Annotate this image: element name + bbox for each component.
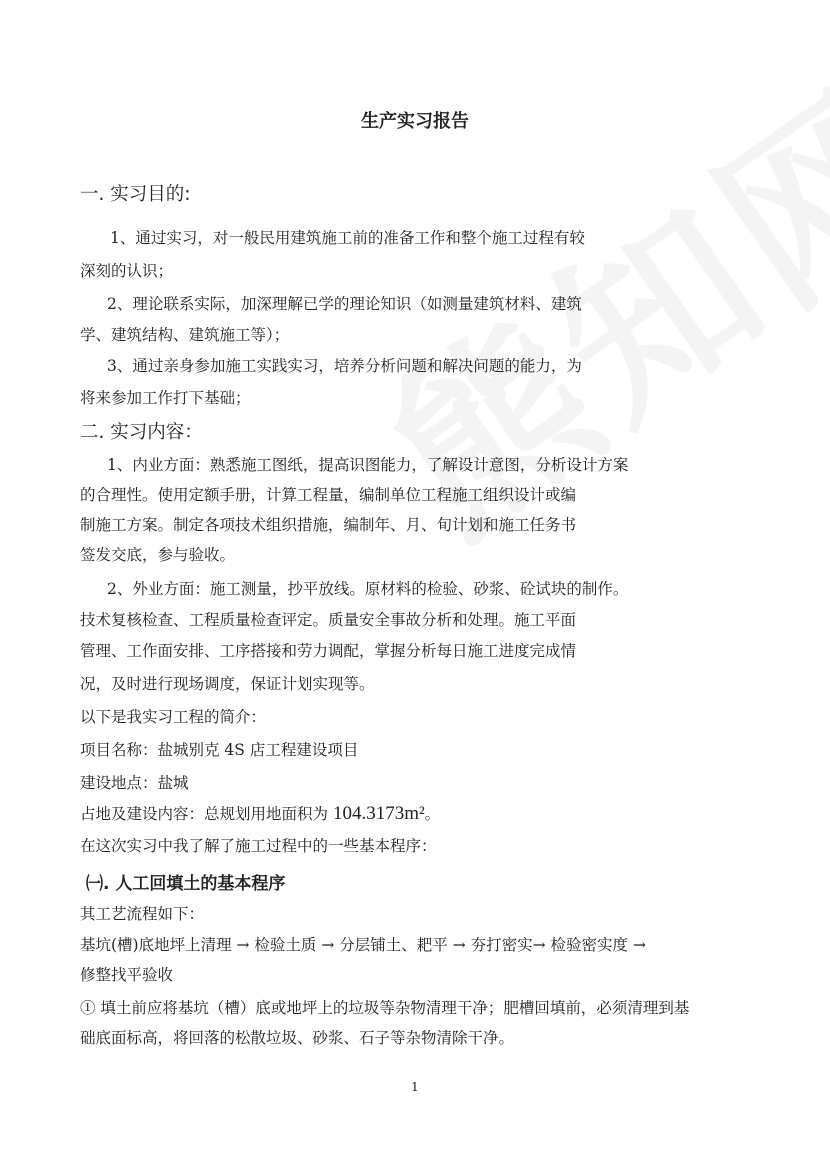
paragraph-line: 管理、工作面安排、工序搭接和劳力调配，掌握分析每日施工进度完成情 [80,642,577,660]
paragraph-line: 2、理论联系实际，加深理解已学的理论知识（如测量建筑材料、建筑 [107,295,582,313]
subsection-heading-backfill: ㈠. 人工回填土的基本程序 [86,874,286,894]
area-label: 占地及建设内容：总规划用地面积为 [80,805,333,823]
paragraph-line: 3、通过亲身参加施工实践实习，培养分析问题和解决问题的能力，为 [107,357,582,375]
paragraph-line: 签发交底，参与验收。 [80,546,236,564]
paragraph-line: 在这次实习中我了解了施工过程中的一些基本程序： [80,837,437,855]
page-title: 生产实习报告 [361,111,469,132]
step-description: ① 填土前应将基坑（槽）底或地坪上的垃圾等杂物清理干净；肥槽回填前，必须清理到基 [80,999,690,1017]
paragraph-line: 的合理性。使用定额手册，计算工程量，编制单位工程施工组织设计或编 [80,486,577,504]
section-heading-purpose: 一. 实习目的: [80,184,191,205]
paragraph-line: 况，及时进行现场调度，保证计划实现等。 [80,675,375,693]
area-end: 。 [424,805,441,823]
paragraph-line: 2、外业方面：施工测量，抄平放线。原材料的检验、砂浆、砼试块的制作。 [107,580,629,598]
project-area [80,804,440,824]
paragraph-line: 技术复核检查、工程质量检查评定。质量安全事故分析和处理。施工平面 [80,611,577,629]
paragraph-line: 1、内业方面：熟悉施工图纸，提高识图能力，了解设计意图，分析设计方案 [107,456,629,474]
project-name: 项目名称：盐城别克 4S 店工程建设项目 [80,741,359,759]
process-flow: 基坑(槽)底地坪上清理 → 检验土质 → 分层铺土、耙平 → 夯打密实→ 检验密实度 → [80,936,646,954]
paragraph-line: 制施工方案。制定各项技术组织措施，编制年、月、旬计划和施工任务书 [80,516,577,534]
project-location: 建设地点：盐城 [80,774,189,792]
page-number: 1 [411,1080,419,1094]
section-heading-content: 二. 实习内容： [80,422,203,443]
paragraph-line: 其工艺流程如下： [80,905,205,923]
paragraph-line: 学、建筑结构、建筑施工等）； [80,326,290,344]
paragraph-line: 将来参加工作打下基础； [80,389,251,407]
process-flow: 修整找平验收 [80,966,174,984]
step-description: 础底面标高，将回落的松散垃圾、砂浆、石子等杂物清除干净。 [80,1029,515,1047]
area-value: 104.3173m² [332,803,425,824]
paragraph-line: 以下是我实习工程的简介： [80,708,267,726]
paragraph-line: 1、通过实习，对一般民用建筑施工前的准备工作和整个施工过程有较 [110,229,585,247]
paragraph-line: 深刻的认识； [80,262,174,280]
